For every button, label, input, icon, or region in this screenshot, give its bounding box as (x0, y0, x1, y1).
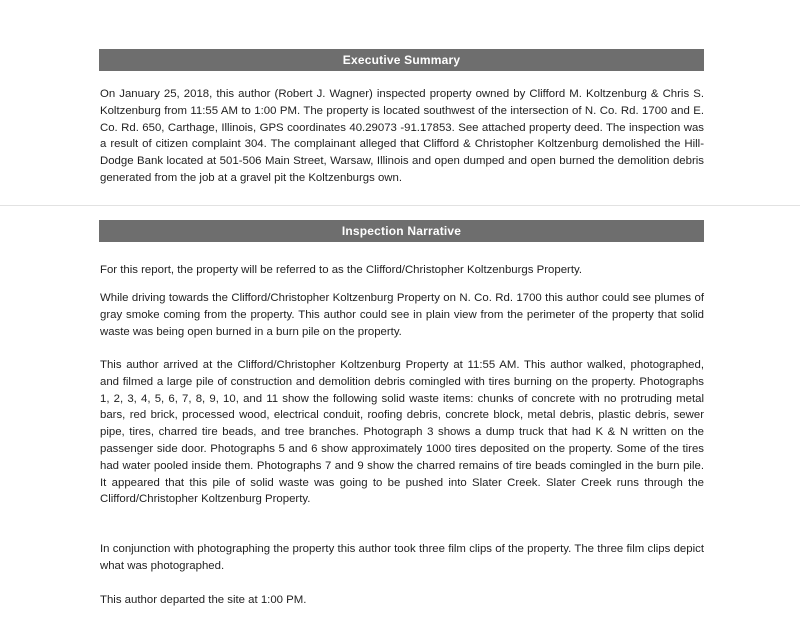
narrative-paragraph-1: For this report, the property will be referred to as the Clifford/Christopher Koltzenburgs Property. (100, 264, 582, 276)
narrative-paragraph-3: This author arrived at the Clifford/Christopher Koltzenburg Property at 11:55 AM. This author walked, photographed, and filmed a large pile of construction and demolition debris comingled with tires burning on the property. Photographs 1, 2, 3, 4, 5, 6, 7, 8, 9, 10, and 11 show the following solid waste items: chunks of concrete with no protruding metal bars, red brick, processed wood, electrical conduit, roofing debris, concrete block, metal debris, plastic debris, sewer pipe, tires, charred tire beads, and tree branches. Photograph 3 shows a dump truck that had K & N written on the passenger side door. Photographs 5 and 6 show approximately 1000 tires deposited on the property. Some of the tires had water pooled inside them. Photographs 7 and 9 show the charred remains of tire beads comingled in the burn pile. It appeared that this pile of solid waste was going to be pushed into Slater Creek. Slater Creek runs through the Clifford/Christopher Koltzenburg Property. (100, 359, 704, 506)
narrative-paragraph-5: This author departed the site at 1:00 PM. (100, 594, 307, 606)
narrative-paragraph-4: In conjunction with photographing the property this author took three film clips of the property. The three film clips depict what was photographed. (100, 543, 704, 572)
page-divider (0, 205, 800, 206)
executive-summary-header: Executive Summary (99, 49, 704, 71)
executive-summary-paragraph: On January 25, 2018, this author (Robert J. Wagner) inspected property owned by Clifford M. Koltzenburg & Chris S. Koltzenburg from 11:55 AM to 1:00 PM. The property is located southwest of the intersection of N. Co. Rd. 1700 and E. Co. Rd. 650, Carthage, Illinois, GPS coordinates 40.29073 -91.17853. See attached property deed. The inspection was a result of citizen complaint 304. The complainant alleged that Clifford & Christopher Koltzenburg demolished the Hill-Dodge Bank located at 501-506 Main Street, Warsaw, Illinois and open dumped and open burned the demolition debris generated from the job at a gravel pit the Koltzenburgs own. (100, 88, 704, 184)
inspection-narrative-header: Inspection Narrative (99, 220, 704, 242)
narrative-paragraph-2: While driving towards the Clifford/Christopher Koltzenburg Property on N. Co. Rd. 1700 this author could see plumes of gray smoke coming from the property. This author could see in plain view from the perimeter of the property that solid waste was being open burned in a burn pile on the property. (100, 292, 704, 338)
